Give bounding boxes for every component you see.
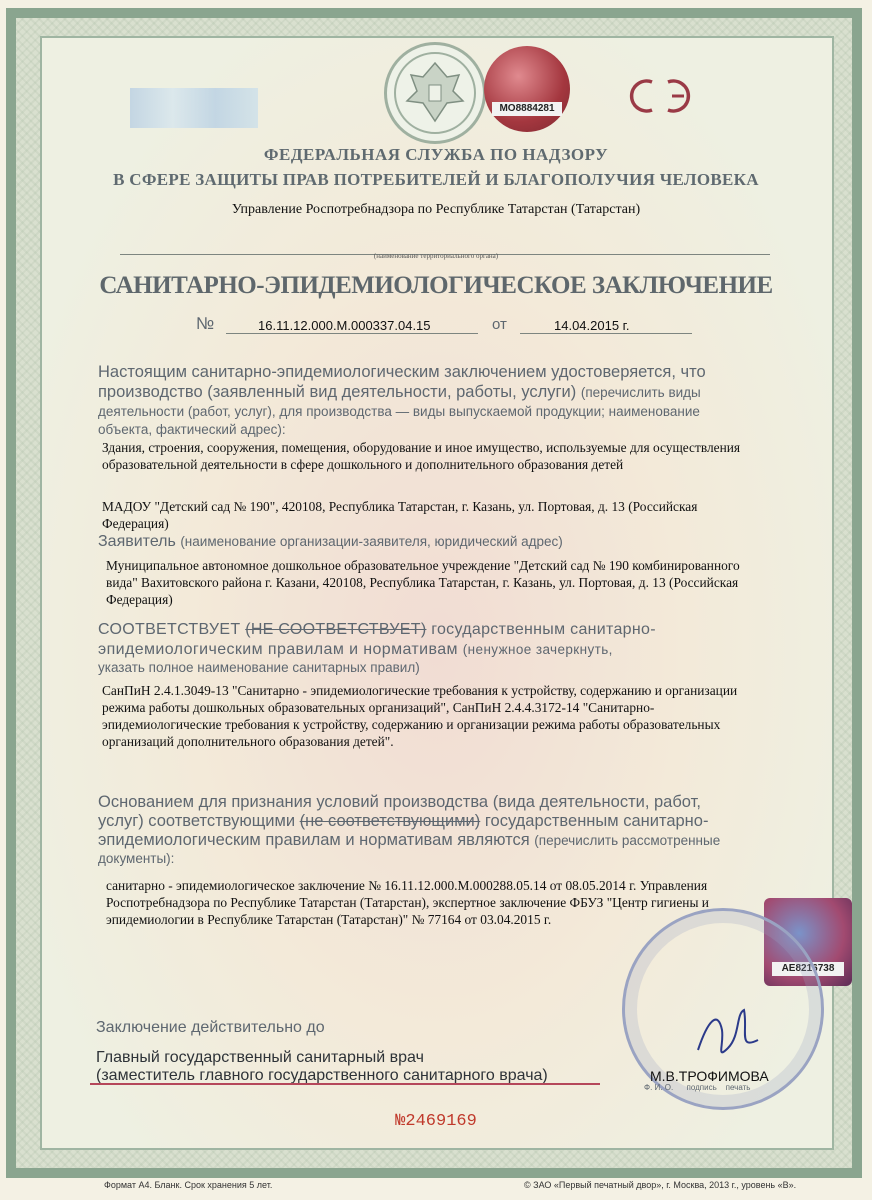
- number-underline: [226, 333, 478, 334]
- deputy-doctor: (заместитель главного государственного санитарного врача): [96, 1067, 548, 1084]
- applicant-value-l2: вида" Вахитовского района г. Казани, 420108, Республика Татарстан, г. Казань, ул. Портовая, д. 13 (Российская: [106, 575, 739, 590]
- chief-doctor: Главный государственный санитарный врач: [96, 1049, 424, 1066]
- certification-mark-icon: [622, 76, 698, 116]
- basis-l1: Основанием для признания условий производства (вида деятельности, работ,: [98, 793, 701, 811]
- compliance-value-l2: режима работы дошкольных образовательных организаций", СанПиН 2.4.4.3172-14 "Санитарно-: [102, 700, 655, 715]
- compliance-value-l4: организаций дополнительного образования детей".: [102, 734, 394, 749]
- basis-l2: услуг) соответствующими (не соответствующими) государственным санитарно-: [98, 812, 709, 830]
- conclusion-number: 16.11.12.000.М.000337.04.15: [258, 318, 431, 333]
- deputy-underline: [90, 1083, 600, 1085]
- object-value-l2: Федерация): [102, 516, 169, 531]
- basis-value-l1: санитарно - эпидемиологическое заключение № 16.11.12.000.М.000288.05.14 от 08.05.2014 г. Управления: [106, 878, 708, 893]
- applicant-label-line: Заявитель (наименование организации-заявителя, юридический адрес): [98, 533, 563, 550]
- applicant-value-l3: Федерация): [106, 592, 173, 607]
- territorial-caption: (наименование территориального органа): [373, 252, 499, 260]
- basis-l4: документы):: [98, 851, 175, 866]
- hologram-top-code: МО8884281: [492, 102, 562, 116]
- printer-note: © ЗАО «Первый печатный двор», г. Москва, 2013 г., уровень «В».: [524, 1180, 797, 1190]
- signature-icon: [688, 1000, 768, 1070]
- date-underline: [520, 333, 692, 334]
- applicant-value-l1: Муниципальное автономное дошкольное образовательное учреждение "Детский сад № 190 комбинированного: [106, 558, 740, 573]
- state-emblem-seal: [384, 42, 486, 144]
- basis-value-l3: эпидемиологии в Республике Татарстан (Татарстан)" № 77164 от 03.04.2015 г.: [106, 912, 552, 927]
- basis-value-l2: Роспотребнадзора по Республике Татарстан (Татарстан), экспертное заключение ФБУЗ "Центр гигиены и: [106, 895, 709, 910]
- activity-text-l4: объекта, фактический адрес):: [98, 422, 286, 437]
- date-label: от: [492, 316, 507, 333]
- activity-value-l1: Здания, строения, сооружения, помещения, оборудование и иное имущество, используемые для осуществления: [102, 440, 741, 455]
- format-note: Формат А4. Бланк. Срок хранения 5 лет.: [104, 1180, 273, 1190]
- activity-text-l2: производство (заявленный вид деятельности, работы, услуги) (перечислить виды: [98, 383, 701, 401]
- activity-value-l2: образовательной деятельности в сфере дошкольного и дополнительного образования детей: [102, 457, 624, 472]
- territorial-body: Управление Роспотребнадзора по Республике Татарстан (Татарстан): [231, 202, 641, 217]
- hologram-strip: [130, 88, 258, 128]
- object-value-l1: МАДОУ "Детский сад № 190", 420108, Республика Татарстан, г. Казань, ул. Портовая, д. 13 (Российская: [102, 499, 698, 514]
- activity-text-l1: Настоящим санитарно-эпидемиологическим заключением удостоверяется, что: [98, 363, 706, 381]
- hologram-bottom-code: АЕ8216738: [772, 962, 844, 976]
- compliance-value-l3: эпидемиологические требования к устройству, содержанию и организации режима работы образовательных: [102, 717, 721, 732]
- blank-number: №2469169: [395, 1112, 477, 1131]
- number-label: №: [196, 314, 215, 333]
- conclusion-date: 14.04.2015 г.: [554, 318, 630, 333]
- document-title: САНИТАРНО-ЭПИДЕМИОЛОГИЧЕСКОЕ ЗАКЛЮЧЕНИЕ: [99, 272, 773, 299]
- compliance-value-l1: СанПиН 2.4.1.3049-13 "Санитарно - эпидемиологические требования к устройству, содержанию и организации: [102, 683, 738, 698]
- valid-until: Заключение действительно до: [96, 1019, 325, 1036]
- agency-line-2: В СФЕРЕ ЗАЩИТЫ ПРАВ ПОТРЕБИТЕЛЕЙ И БЛАГОПОЛУЧИЯ ЧЕЛОВЕКА: [113, 170, 759, 189]
- compliance-l1: СООТВЕТСТВУЕТ (НЕ СООТВЕТСТВУЕТ) государственным санитарно-: [98, 621, 656, 638]
- compliance-l3: указать полное наименование санитарных правил): [98, 660, 420, 675]
- compliance-l2: эпидемиологическим правилам и нормативам (ненужное зачеркнуть,: [98, 641, 613, 658]
- basis-l3: эпидемиологическим правилам и нормативам являются (перечислить рассмотренные: [98, 831, 721, 849]
- signer-caption: Ф. И. О. подпись печать: [644, 1083, 751, 1092]
- signer-name: М.В.ТРОФИМОВА: [650, 1068, 769, 1084]
- activity-text-l3: деятельности (работ, услуг), для производства — виды выпускаемой продукции; наименование: [98, 404, 700, 419]
- hologram-top: [484, 46, 570, 132]
- agency-line-1: ФЕДЕРАЛЬНАЯ СЛУЖБА ПО НАДЗОРУ: [263, 145, 609, 164]
